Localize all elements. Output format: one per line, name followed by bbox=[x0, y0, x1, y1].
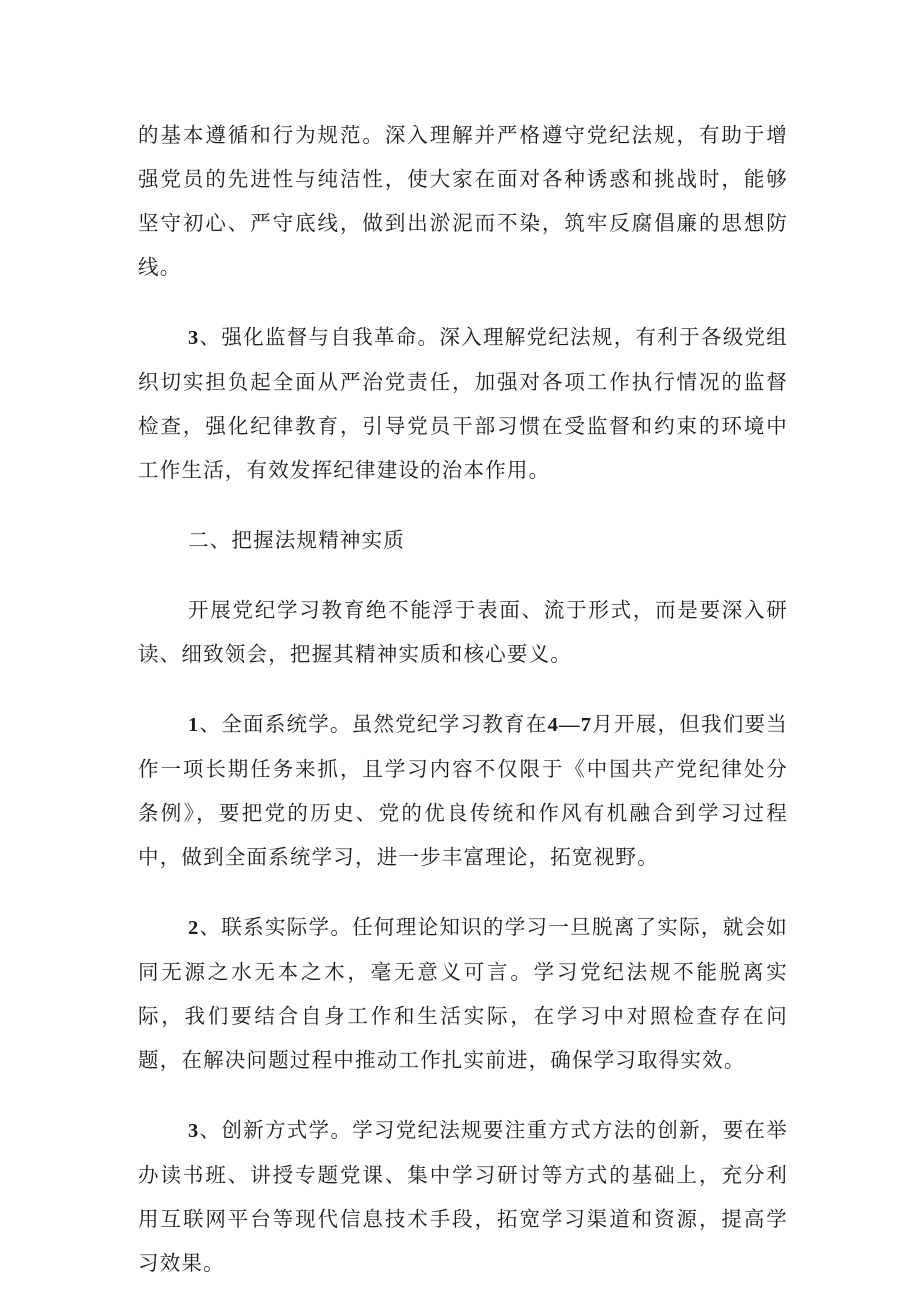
document-body bbox=[138, 113, 788, 1285]
paragraph-text: 月开展，但我们要当作一项长期任务来抓，且学习内容不仅限于《中国共产党纪律处分条例》，要把党的历史、党的优良传统和作风有机融合到学习过程中，做到全面系统学习，进一步丰富理论，拓宽视野。 bbox=[138, 712, 788, 869]
paragraph-point-2-practical bbox=[138, 905, 788, 1082]
paragraph-intro-continuation: 的基本遵循和行为规范。深入理解并严格遵守党纪法规，有助于增强党员的先进性与纯洁性，使大家在面对各种诱惑和挑战时，能够坚守初心、严守底线，做到出淤泥而不染，筑牢反腐倡廉的思想防线。 bbox=[138, 123, 788, 279]
section-heading: 二、把握法规精神实质 bbox=[188, 528, 405, 552]
paragraph-section-intro: 开展党纪学习教育绝不能浮于表面、流于形式，而是要深入研读、细致领会，把握其精神实质和核心要义。 bbox=[138, 598, 788, 666]
point-number: 3 bbox=[188, 1120, 200, 1142]
paragraph-text: 、全面系统学。虽然党纪学习教育在 bbox=[199, 712, 548, 736]
paragraph-text: 、联系实际学。任何理论知识的学习一旦脱离了实际，就会如同无源之水无本之木，毫无意义可言。学习党纪法规不能脱离实际，我们要结合自身工作和生活实际，在学习中对照检查存在问题，在解决问题过程中推动工作扎实前进，确保学习取得实效。 bbox=[138, 915, 788, 1072]
point-number: 3 bbox=[188, 327, 200, 349]
paragraph-point-3-innovative bbox=[138, 1108, 788, 1285]
paragraph-text: 、创新方式学。学习党纪法规要注重方式方法的创新，要在举办读书班、讲授专题党课、集中学习研讨等方式的基础上，充分利用互联网平台等现代信息技术手段，拓宽学习渠道和资源，提高学习效果。 bbox=[138, 1118, 788, 1275]
point-number: 1 bbox=[188, 714, 200, 736]
paragraph-text: 、强化监督与自我革命。深入理解党纪法规，有利于各级党组织切实担负起全面从严治党责任，加强对各项工作执行情况的监督检查，强化纪律教育，引导党员干部习惯在受监督和约束的环境中工作生活，有效发挥纪律建设的治本作用。 bbox=[138, 325, 788, 482]
months-range: 4—7 bbox=[547, 714, 593, 736]
paragraph-point-3-supervision bbox=[138, 315, 788, 492]
point-number: 2 bbox=[188, 917, 200, 939]
paragraph-point-1-systematic bbox=[138, 702, 788, 879]
